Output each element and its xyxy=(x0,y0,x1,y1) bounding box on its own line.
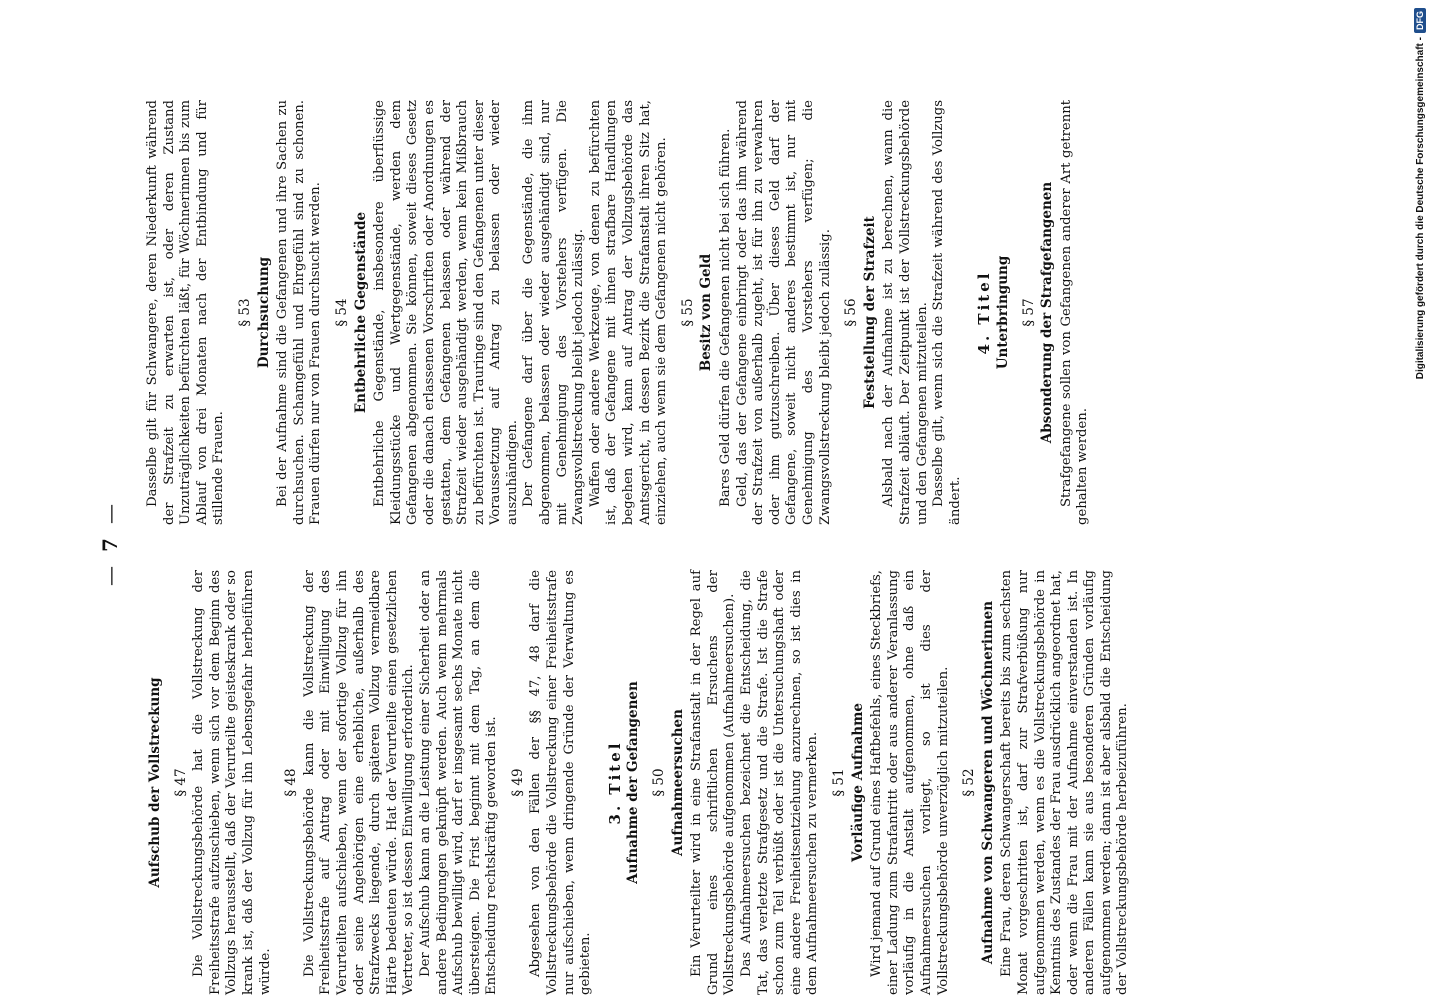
title-4: 4. Titel xyxy=(975,270,994,355)
heading-50: Aufnahmeersuchen xyxy=(669,709,686,856)
dfg-logo: DFG xyxy=(1414,8,1426,33)
heading-57: Absonderung der Strafgefangenen xyxy=(1039,181,1056,444)
paragraph-54a: Entbehrliche Gegenstände, insbesondere überflüssige Kleidungsstücke und Wertgegenstände, werden dem Gefangenen abgenommen. Sie können, soweit dieses Gesetz oder die danach erlassenen Vorschriften oder Anordnungen es gestatten, dem Gefangenen belassen oder während der Strafzeit wieder ausgehändigt werden, wenn kein Mißbrauch zu befürchten ist. Trauringe sind den Gefangenen unter dieser Voraussetzung auf Antrag zu belassen oder wieder auszuhändigen. xyxy=(372,100,520,525)
section-50: § 50 xyxy=(651,768,668,797)
paragraph-47: Die Vollstreckungsbehörde hat die Vollstreckung der Freiheitsstrafe aufzuschieben, wenn sich vor dem Beginn des Vollzugs herausstellt, daß der Verurteilte geisteskrank oder so krank ist, daß der Vollzug für ihn Lebensgefahr herbeiführen würde. xyxy=(191,570,273,995)
paragraph-51: Wird jemand auf Grund eines Haftbefehls, eines Steckbriefs, einer Ladung zum Strafantritt oder aus anderer Veranlassung vorläufig in die Anstalt aufgenommen, ohne daß ein Aufnahmeersuchen vorliegt, so ist dies der Vollstreckungsbehörde unverzüglich mitzuteilen. xyxy=(869,570,951,995)
header-dash-right: — xyxy=(98,504,122,525)
heading-53: Durchsuchung xyxy=(255,256,272,369)
section-56: § 56 xyxy=(843,298,860,327)
section-51: § 51 xyxy=(830,768,847,797)
section-52: § 52 xyxy=(961,768,978,797)
rotated-page xyxy=(90,95,1320,995)
paragraph-56a: Alsbald nach der Aufnahme ist zu berechnen, wann die Strafzeit abläuft. Der Zeitpunkt ist der Vollstreckungsbehörde und den Gefangenen mitzuteilen. xyxy=(881,100,930,525)
heading-51: Vorläufige Aufnahme xyxy=(849,703,866,862)
paragraph-57: Strafgefangene sollen von Gefangenen anderer Art getrennt gehalten werden. xyxy=(1058,100,1091,525)
section-55: § 55 xyxy=(679,298,696,327)
title-3-name: Aufnahme der Gefangenen xyxy=(625,681,642,884)
section-47: § 47 xyxy=(172,768,189,797)
paragraph-54c: Waffen oder andere Werkzeuge, von denen zu befürchten ist, daß der Gefangene mit ihnen strafbare Handlungen begehen wird, kann auf Antrag der Vollzugsbehörde das Amtsgericht, in dessen Bezirk die Strafanstalt ihren Sitz hat, einziehen, auch wenn sie dem Gefangenen nicht gehören. xyxy=(587,100,670,525)
section-49: § 49 xyxy=(509,768,526,797)
paragraph-54b: Der Gefangene darf über die Gegenstände, die ihm abgenommen, belassen oder wieder ausgehändigt sind, nur mit Genehmigung des Vorstehers verfügen. Die Zwangsvollstreckung bleibt jedoch zulässig. xyxy=(521,100,587,525)
paragraph-55a: Bares Geld dürfen die Gefangenen nicht bei sich führen. xyxy=(718,128,733,507)
section-48: § 48 xyxy=(283,768,300,797)
right-column xyxy=(145,100,1092,525)
paragraph-50b: Das Aufnahmeersuchen bezeichnet die Entscheidung, die Tat, das verletzte Strafgesetz und die Strafe. Ist die Strafe schon zum Teil verbüßt oder ist die Untersuchungshaft oder eine andere Freiheitsentziehung anzurechnen, so ist dies in dem Aufnahmeersuchen zu vermerken. xyxy=(739,570,821,995)
paragraph-53: Bei der Aufnahme sind die Gefangenen und ihre Sachen zu durchsuchen. Schamgefühl und Ehrgefühl sind zu schonen. Frauen dürfen nur von Frauen durchsucht werden. xyxy=(275,100,324,525)
paragraph-56b: Dasselbe gilt, wenn sich die Strafzeit während des Vollzugs ändert. xyxy=(931,100,963,525)
paragraph-50a: Ein Verurteilter wird in eine Strafanstalt in der Regel auf Grund eines schriftlichen Ersuchens der Vollstreckungsbehörde aufgenommen (Aufnahmeersuchen). xyxy=(689,570,738,995)
page-number: 7 xyxy=(98,538,122,552)
digitization-note xyxy=(1412,8,1428,992)
paragraph-48a: Die Vollstreckungsbehörde kann die Vollstreckung der Freiheitsstrafe auf Antrag oder mit Einwilligung des Verurteilten aufschieben, wenn der sofortige Vollzug für ihn oder seine Angehörigen eine erhebliche, außerhalb des Strafzwecks liegende, durch späteren Vollzug vermeidbare Härte bedeuten würde. Hat der Verurteilte einen gesetzlichen Vertreter, so ist dessen Einwilligung erforderlich. xyxy=(301,570,417,995)
title-3: 3. Titel xyxy=(605,740,624,825)
paragraph-52: Eine Frau, deren Schwangerschaft bereits bis zum sechsten Monat vorgeschritten ist, darf zur Strafverbüßung nur aufgenommen werden, wenn es die Vollstreckungsbehörde in Kenntnis des Zustandes der Frau ausdrücklich angeordnet hat, oder wenn die Frau mit der Aufnahme einverstanden ist. In anderen Fällen kann sie aus besonderen Gründen vorläufig aufgenommen werden; dann ist aber alsbald die Entscheidung der Vollstreckungsbehörde herbeizuführen. xyxy=(999,570,1131,995)
paragraph-55b: Geld, das der Gefangene einbringt oder das ihm während der Strafzeit von außerhalb zugeht, ist für ihn zu verwahren oder ihm gutzuschreiben. Über dieses Geld darf der Gefangene, soweit nicht anderes bestimmt ist, nur mit Genehmigung des Vorstehers verfügen; die Zwangsvollstreckung bleibt jedoch zulässig. xyxy=(734,100,833,525)
section-54: § 54 xyxy=(333,298,350,327)
title-4-name: Unterbringung xyxy=(994,255,1011,370)
section-57: § 57 xyxy=(1020,298,1037,327)
paragraph-48b: Der Aufschub kann an die Leistung einer Sicherheit oder an andere Bedingungen geknüpft werden. Auch wenn mehrmals Aufschub bewilligt wird, darf er insgesamt sechs Monate nicht übersteigen. Die Frist beginnt mit dem Tag, an dem die Entscheidung rechtskräftig geworden ist. xyxy=(417,570,500,995)
section-53: § 53 xyxy=(236,298,253,327)
heading-55: Besitz von Geld xyxy=(698,253,715,372)
heading-56: Feststellung der Strafzeit xyxy=(861,216,878,409)
paragraph-52b: Dasselbe gilt für Schwangere, deren Niederkunft während der Strafzeit zu erwarten ist, oder deren Zustand Unzuträglichkeiten befürchten läßt, für Wöchnerinnen bis zum Ablauf von drei Monaten nach der Entbindung und für stillende Frauen. xyxy=(145,100,227,525)
heading-54: Entbehrliche Gegenstände xyxy=(352,211,369,414)
paragraph-49: Abgesehen von den Fällen der §§ 47, 48 darf die Vollstreckungsbehörde die Vollstreckung einer Freiheitsstrafe nur aufschieben, wenn dringende Gründe der Verwaltung es gebieten. xyxy=(528,570,594,995)
digitization-text: Digitalisierung gefördert durch die Deutsche Forschungsgemeinschaft - xyxy=(1414,37,1426,380)
page-header xyxy=(90,95,130,995)
heading-52: Aufnahme von Schwangeren und Wöchnerinnen xyxy=(979,600,996,965)
left-column xyxy=(145,570,1132,995)
header-dash-left: — xyxy=(98,565,122,586)
heading-aufschub: Aufschub der Vollstreckung xyxy=(147,677,163,888)
